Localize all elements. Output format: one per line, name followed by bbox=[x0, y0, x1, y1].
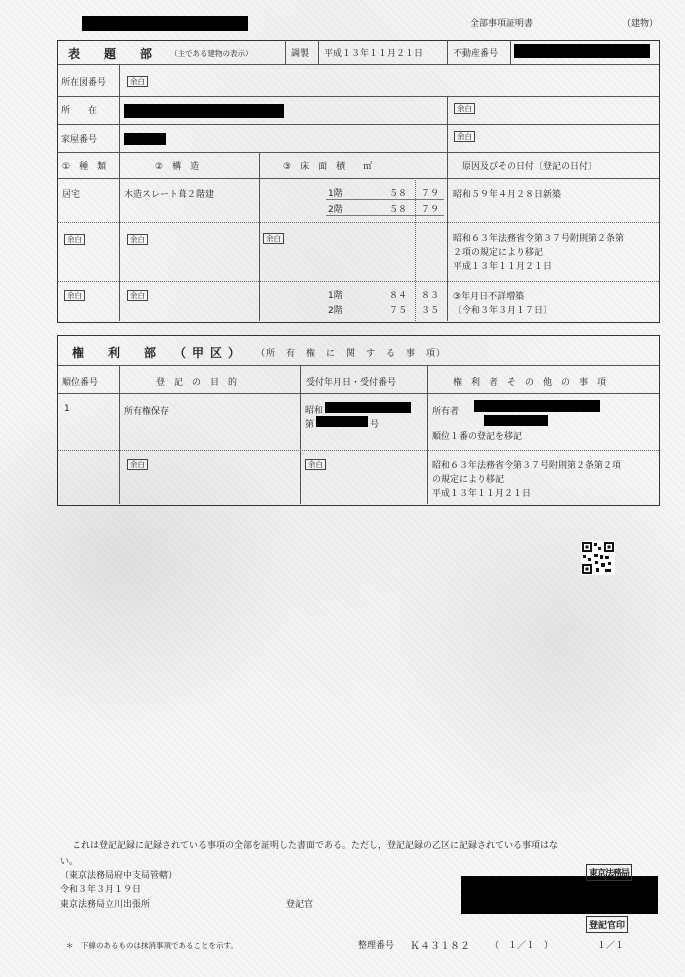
yohaku-stamp: 余白 bbox=[64, 234, 85, 245]
col-genin-header: 原因及びその日付〔登記の日付〕 bbox=[462, 162, 598, 172]
shurui-value: 居宅 bbox=[62, 190, 81, 200]
official-seal-bottom: 登記官印 bbox=[586, 916, 628, 933]
uketsuke-dai: 第 bbox=[305, 420, 315, 430]
seiri-bango-value: Ｋ４３１８２ bbox=[410, 941, 470, 952]
floor1-area-int: ５８ bbox=[389, 189, 408, 199]
floor2-area-int: ５８ bbox=[389, 205, 408, 215]
floor2-label: 2階 bbox=[328, 205, 343, 215]
building-tag: （建物） bbox=[622, 19, 659, 29]
chousei-label: 調製 bbox=[291, 49, 310, 59]
document-title: 全部事項証明書 bbox=[470, 19, 534, 29]
official-seal-top: 東京法務局 bbox=[586, 864, 632, 881]
deletion-note: ＊ 下線のあるものは抹消事項であることを示す。 bbox=[66, 941, 238, 950]
col-kenrisha-header: 権 利 者 そ の 他 の 事 項 bbox=[453, 378, 607, 388]
certification-line1: これは登記記録に記録されている事項の全部を証明した書面である。ただし，登記記録の乙区に記録されている事項はな bbox=[72, 841, 559, 851]
shozai-zuban-label: 所在図番号 bbox=[61, 78, 107, 88]
floor2-area-dec: ３５ bbox=[421, 306, 440, 316]
issuing-office: 東京法務局立川出張所 bbox=[60, 900, 151, 910]
yohaku-stamp: 余白 bbox=[127, 290, 148, 301]
registrar-label: 登記官 bbox=[286, 900, 314, 910]
redacted-uketsuke-date bbox=[325, 402, 411, 413]
yohaku-stamp: 余白 bbox=[454, 103, 475, 114]
fudosan-bango-label: 不動産番号 bbox=[453, 49, 499, 59]
col-shurui-header: ① 種 類 bbox=[62, 162, 107, 172]
redacted-owner-address bbox=[474, 400, 600, 412]
col-yuka-header: ③ 床 面 積 ㎡ bbox=[283, 162, 373, 172]
jurisdiction-bureau: （東京法務局府中支局管轄） bbox=[60, 871, 178, 881]
kenri-subtitle: （所 有 権 に 関 す る 事 項） bbox=[256, 349, 447, 359]
col-uketsuke-header: 受付年月日・受付番号 bbox=[306, 378, 397, 388]
floor2-label: 2階 bbox=[328, 306, 343, 316]
genin-value: 昭和５９年４月２８日新築 bbox=[453, 190, 562, 200]
genin-value-line1: ③年月日不詳増築 bbox=[453, 292, 525, 302]
floor2-area-dec: ７９ bbox=[421, 205, 440, 215]
redacted-registrar-name bbox=[461, 876, 658, 914]
yohaku-stamp: 余白 bbox=[127, 459, 148, 470]
floor2-area-int: ７５ bbox=[389, 306, 408, 316]
page-count-paren: （ １／１ ） bbox=[490, 941, 554, 951]
redacted-fudosan-bango bbox=[514, 44, 650, 58]
chousei-value: 平成１３年１１月２１日 bbox=[324, 49, 424, 59]
genin-value-line1: 昭和６３年法務省令第３７号附則第２条第 bbox=[453, 234, 625, 244]
col-mokuteki-header: 登 記 の 目 的 bbox=[156, 378, 238, 388]
shozai-label: 所 在 bbox=[61, 106, 98, 116]
floor1-area-dec: ７９ bbox=[421, 189, 440, 199]
kozo-value: 木造スレート葺２階建 bbox=[124, 190, 215, 200]
yohaku-stamp: 余白 bbox=[127, 234, 148, 245]
seiri-bango-label: 整理番号 bbox=[358, 941, 395, 951]
kenri-row2-line3: 平成１３年１１月２１日 bbox=[432, 489, 532, 499]
genin-value-line2: ２項の規定により移記 bbox=[453, 248, 544, 258]
redacted-header-info bbox=[82, 16, 248, 31]
uketsuke-go: 号 bbox=[370, 420, 380, 430]
hyoudai-title: 表 題 部 bbox=[68, 47, 159, 61]
redacted-uketsuke-number bbox=[316, 416, 368, 427]
hyoudai-subtitle: （主である建物の表示） bbox=[170, 49, 253, 58]
qr-code bbox=[581, 541, 615, 575]
kenri-title: 権 利 部 （甲区） bbox=[72, 346, 247, 360]
floor1-area-dec: ８３ bbox=[421, 291, 440, 301]
redacted-kaoku-bango bbox=[124, 133, 166, 145]
redacted-shozai bbox=[124, 104, 284, 118]
kenri-note: 順位１番の登記を移記 bbox=[432, 432, 523, 442]
yohaku-stamp: 余白 bbox=[305, 459, 326, 470]
col-kozo-header: ② 構 造 bbox=[155, 162, 200, 172]
redacted-owner-name bbox=[484, 415, 548, 426]
mokuteki-value: 所有権保存 bbox=[124, 407, 170, 417]
owner-label: 所有者 bbox=[432, 407, 460, 417]
juni-value: 1 bbox=[64, 404, 70, 414]
issue-date: 令和３年３月１９日 bbox=[60, 885, 142, 895]
yohaku-stamp: 余白 bbox=[127, 76, 148, 87]
page-count: １／１ bbox=[597, 941, 625, 951]
floor1-area-int: ８４ bbox=[389, 291, 408, 301]
kaoku-bango-label: 家屋番号 bbox=[61, 135, 98, 145]
yohaku-stamp: 余白 bbox=[454, 131, 475, 142]
yohaku-stamp: 余白 bbox=[263, 233, 284, 244]
certification-line2: い。 bbox=[60, 857, 79, 867]
genin-value-line3: 平成１３年１１月２１日 bbox=[453, 262, 553, 272]
kenri-row2-line2: の規定により移記 bbox=[432, 475, 505, 485]
floor1-label: 1階 bbox=[328, 291, 343, 301]
uketsuke-prefix: 昭和 bbox=[305, 406, 324, 416]
genin-value-line2: 〔令和３年３月１７日〕 bbox=[453, 306, 553, 316]
floor1-label: 1階 bbox=[328, 189, 343, 199]
kenri-row2-line1: 昭和６３年法務省令第３７号附則第２条第２項 bbox=[432, 461, 622, 471]
col-juni-header: 順位番号 bbox=[62, 378, 99, 388]
yohaku-stamp: 余白 bbox=[64, 290, 85, 301]
